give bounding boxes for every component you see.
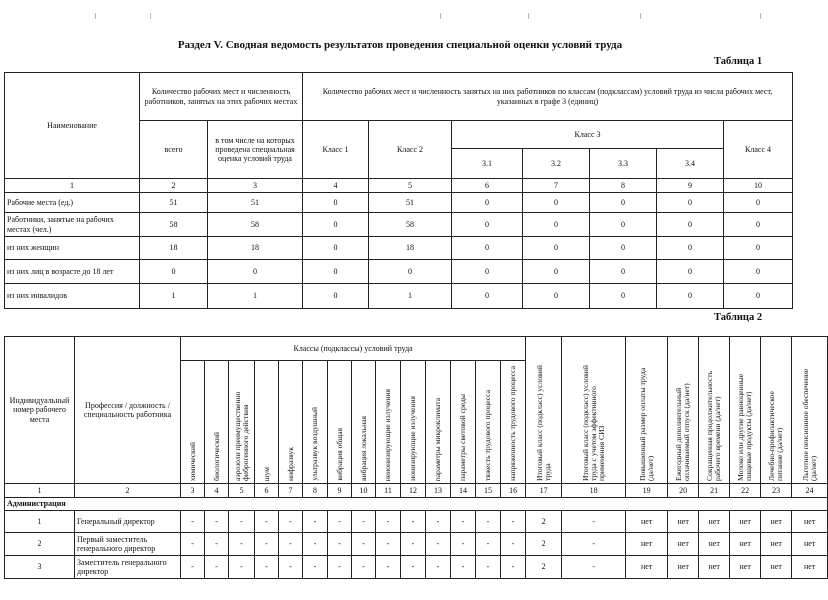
final-class-siz-value: - <box>562 533 626 556</box>
cell-value: 0 <box>140 260 208 284</box>
cell-value: 0 <box>303 284 369 309</box>
factor-value: - <box>205 556 229 579</box>
header-final-class-text: Итоговый класс (подкласс) условий труда <box>534 365 552 481</box>
factor-label: параметры световой среды <box>458 394 468 481</box>
header-class2: Класс 2 <box>369 121 452 179</box>
cell-value: 0 <box>523 284 590 309</box>
column-number: 1 <box>5 179 140 193</box>
cell-value: 18 <box>140 237 208 260</box>
final-class-siz-value: - <box>562 556 626 579</box>
header-factor <box>501 361 526 484</box>
table-row <box>5 284 793 309</box>
factor-value: - <box>229 556 255 579</box>
header-sub33: 3.3 <box>590 149 657 179</box>
pay-value: нет <box>626 511 668 533</box>
row-label: Работники, занятые на рабочих местах (чел.) <box>5 213 140 237</box>
column-number: 4 <box>205 484 229 498</box>
final-class-value: 2 <box>526 556 562 579</box>
factor-value: - <box>376 511 401 533</box>
factor-value: - <box>255 533 279 556</box>
factor-value: - <box>501 511 526 533</box>
header-factor <box>303 361 328 484</box>
section-title: Администрация <box>5 498 828 511</box>
cell-value: 0 <box>657 213 724 237</box>
cell-value: 51 <box>369 193 452 213</box>
column-number: 24 <box>792 484 828 498</box>
column-number: 8 <box>590 179 657 193</box>
factor-value: - <box>205 533 229 556</box>
header-pay-text: Повышенный размер оплаты труда (да/нет) <box>637 367 655 481</box>
short-time-value: нет <box>699 533 730 556</box>
column-number: 8 <box>303 484 328 498</box>
column-number: 14 <box>451 484 476 498</box>
row-label: Рабочие места (ед.) <box>5 193 140 213</box>
factor-value: - <box>501 533 526 556</box>
short-time-value: нет <box>699 511 730 533</box>
table-row <box>5 237 793 260</box>
column-number: 23 <box>761 484 792 498</box>
column-number: 5 <box>369 179 452 193</box>
cell-value: 0 <box>724 284 793 309</box>
factor-value: - <box>426 556 451 579</box>
factor-value: - <box>205 511 229 533</box>
header-factor <box>426 361 451 484</box>
column-number: 6 <box>255 484 279 498</box>
pay-value: нет <box>626 533 668 556</box>
column-number: 18 <box>562 484 626 498</box>
header-class3: Класс 3 <box>452 121 724 149</box>
workplace-table <box>4 336 828 579</box>
cell-value: 0 <box>452 284 523 309</box>
column-number: 1 <box>5 484 75 498</box>
cell-value: 0 <box>657 260 724 284</box>
cell-value: 0 <box>452 237 523 260</box>
cell-value: 0 <box>657 237 724 260</box>
food-value: нет <box>761 511 792 533</box>
factor-label: аэрозоли преимущественно фиброгенного действия <box>232 391 250 481</box>
cell-value: 0 <box>303 260 369 284</box>
header-final-class-siz <box>562 337 626 484</box>
factor-value: - <box>451 556 476 579</box>
column-number: 22 <box>730 484 761 498</box>
header-factor <box>328 361 352 484</box>
column-number: 9 <box>328 484 352 498</box>
factor-value: - <box>303 511 328 533</box>
header-leave <box>668 337 699 484</box>
factor-label: вибрация общая <box>334 428 344 481</box>
factor-value: - <box>476 533 501 556</box>
table1-caption: Таблица 1 <box>714 56 763 67</box>
scan-mark <box>95 13 96 19</box>
factor-value: - <box>501 556 526 579</box>
scan-mark <box>760 13 761 19</box>
header-final-class-siz-text: Итоговый класс (подкласс) условий труда с учетом эффективного применения СИЗ <box>580 365 606 481</box>
column-number: 3 <box>208 179 303 193</box>
factor-label: химический <box>187 441 197 481</box>
column-number: 2 <box>75 484 181 498</box>
table-row <box>5 556 828 579</box>
column-number: 15 <box>476 484 501 498</box>
cell-value: 0 <box>303 193 369 213</box>
column-number-row <box>5 179 793 193</box>
short-time-value: нет <box>699 556 730 579</box>
header-classes-group: Классы (подклассы) условий труда <box>181 337 526 361</box>
cell-value: 0 <box>590 284 657 309</box>
cell-value: 0 <box>208 260 303 284</box>
header-short-time <box>699 337 730 484</box>
cell-value: 0 <box>590 260 657 284</box>
header-count-group: Количество рабочих мест и численность работников, занятых на этих рабочих местах <box>140 73 303 121</box>
cell-value: 0 <box>523 193 590 213</box>
cell-value: 0 <box>590 237 657 260</box>
cell-value: 0 <box>303 213 369 237</box>
cell-value: 0 <box>452 193 523 213</box>
cell-value: 58 <box>140 213 208 237</box>
header-factor <box>279 361 303 484</box>
factor-label: параметры микроклимата <box>433 397 443 481</box>
scan-mark <box>150 13 151 19</box>
cell-value: 0 <box>590 213 657 237</box>
pension-value: нет <box>792 533 828 556</box>
column-number: 20 <box>668 484 699 498</box>
factor-label: биологический <box>211 432 221 481</box>
column-number: 6 <box>452 179 523 193</box>
factor-value: - <box>352 533 376 556</box>
factor-value: - <box>426 533 451 556</box>
header-workplace-no: Индивидуальный номер рабочего места <box>5 337 75 484</box>
leave-value: нет <box>668 556 699 579</box>
factor-label: ионизирующие излучения <box>408 396 418 481</box>
factor-value: - <box>181 556 205 579</box>
header-factor <box>352 361 376 484</box>
factor-value: - <box>426 511 451 533</box>
cell-value: 0 <box>523 213 590 237</box>
header-factor <box>229 361 255 484</box>
cell-value: 0 <box>657 193 724 213</box>
table-row <box>5 511 828 533</box>
cell-value: 0 <box>724 213 793 237</box>
column-number: 19 <box>626 484 668 498</box>
table-row <box>5 193 793 213</box>
factor-label: ультразвук воздушный <box>310 407 320 481</box>
final-class-value: 2 <box>526 511 562 533</box>
cell-value: 0 <box>523 260 590 284</box>
cell-value: 1 <box>140 284 208 309</box>
column-number: 7 <box>279 484 303 498</box>
factor-value: - <box>352 511 376 533</box>
column-number: 3 <box>181 484 205 498</box>
profession-name: Генеральный директор <box>75 511 181 533</box>
cell-value: 1 <box>208 284 303 309</box>
leave-value: нет <box>668 511 699 533</box>
column-number: 17 <box>526 484 562 498</box>
summary-table <box>4 72 793 309</box>
factor-value: - <box>328 533 352 556</box>
header-factor <box>451 361 476 484</box>
cell-value: 0 <box>724 237 793 260</box>
factor-value: - <box>229 511 255 533</box>
column-number-row <box>5 484 828 498</box>
cell-value: 0 <box>303 237 369 260</box>
cell-value: 0 <box>452 260 523 284</box>
final-class-value: 2 <box>526 533 562 556</box>
column-number: 13 <box>426 484 451 498</box>
profession-name: Первый заместитель генерального директор <box>75 533 181 556</box>
header-factor <box>205 361 229 484</box>
header-factor <box>376 361 401 484</box>
column-number: 16 <box>501 484 526 498</box>
factor-value: - <box>401 533 426 556</box>
scan-mark <box>440 13 441 19</box>
factor-value: - <box>303 556 328 579</box>
header-assessed: в том числе на которых проведена специальная оценка условий труда <box>208 121 303 179</box>
factor-value: - <box>255 556 279 579</box>
factor-value: - <box>279 511 303 533</box>
food-value: нет <box>761 533 792 556</box>
header-final-class <box>526 337 562 484</box>
factor-value: - <box>376 533 401 556</box>
column-number: 12 <box>401 484 426 498</box>
header-profession: Профессия / должность / специальность работника <box>75 337 181 484</box>
column-number: 9 <box>657 179 724 193</box>
page-title: Раздел V. Сводная ведомость результатов проведения специальной оценки условий труда <box>177 39 623 51</box>
factor-value: - <box>451 533 476 556</box>
header-pay <box>626 337 668 484</box>
pay-value: нет <box>626 556 668 579</box>
factor-label: вибрация локальная <box>358 416 368 481</box>
workplace-number: 1 <box>5 511 75 533</box>
column-number: 10 <box>724 179 793 193</box>
factor-label: напряженность трудового процесса <box>508 366 518 481</box>
header-sub34: 3.4 <box>657 149 724 179</box>
header-milk-text: Молоко или другие равноценные пищевые продукты (да/нет) <box>736 373 754 481</box>
workplace-number: 2 <box>5 533 75 556</box>
factor-value: - <box>352 556 376 579</box>
section-row <box>5 498 828 511</box>
cell-value: 58 <box>369 213 452 237</box>
pension-value: нет <box>792 556 828 579</box>
header-total: всего <box>140 121 208 179</box>
header-classes-group: Количество рабочих мест и численность занятых на них работников по классам (подклассам) условий труда из числа рабочих мест, указанных в графе 3 (единиц) <box>303 73 793 121</box>
factor-value: - <box>476 556 501 579</box>
header-food <box>761 337 792 484</box>
table-row <box>5 260 793 284</box>
factor-value: - <box>476 511 501 533</box>
factor-value: - <box>229 533 255 556</box>
scan-mark <box>640 13 641 19</box>
cell-value: 1 <box>369 284 452 309</box>
header-leave-text: Ежегодный дополнительный оплачиваемый отпуск (да/нет) <box>674 383 692 481</box>
final-class-siz-value: - <box>562 511 626 533</box>
row-label: из них женщин <box>5 237 140 260</box>
header-food-text: Лечебно-профилактическое питание (да/нет) <box>767 391 785 481</box>
profession-name: Заместитель генерального директор <box>75 556 181 579</box>
workplace-number: 3 <box>5 556 75 579</box>
factor-value: - <box>376 556 401 579</box>
cell-value: 0 <box>724 260 793 284</box>
factor-value: - <box>181 511 205 533</box>
header-sub32: 3.2 <box>523 149 590 179</box>
factor-value: - <box>255 511 279 533</box>
food-value: нет <box>761 556 792 579</box>
cell-value: 0 <box>452 213 523 237</box>
column-number: 5 <box>229 484 255 498</box>
cell-value: 18 <box>369 237 452 260</box>
cell-value: 51 <box>140 193 208 213</box>
factor-value: - <box>328 556 352 579</box>
factor-label: тяжесть трудового процесса <box>483 390 493 481</box>
cell-value: 58 <box>208 213 303 237</box>
factor-value: - <box>328 511 352 533</box>
factor-value: - <box>303 533 328 556</box>
cell-value: 0 <box>523 237 590 260</box>
column-number: 7 <box>523 179 590 193</box>
cell-value: 0 <box>724 193 793 213</box>
factor-label: шум <box>261 466 271 481</box>
factor-value: - <box>401 556 426 579</box>
table-row <box>5 533 828 556</box>
header-class4: Класс 4 <box>724 121 793 179</box>
cell-value: 18 <box>208 237 303 260</box>
leave-value: нет <box>668 533 699 556</box>
milk-value: нет <box>730 556 761 579</box>
column-number: 4 <box>303 179 369 193</box>
factor-value: - <box>181 533 205 556</box>
scan-mark <box>528 13 529 19</box>
header-class1: Класс 1 <box>303 121 369 179</box>
table-row <box>5 213 793 237</box>
cell-value: 0 <box>590 193 657 213</box>
milk-value: нет <box>730 511 761 533</box>
header-factor <box>181 361 205 484</box>
column-number: 21 <box>699 484 730 498</box>
factor-value: - <box>279 556 303 579</box>
cell-value: 0 <box>369 260 452 284</box>
column-number: 2 <box>140 179 208 193</box>
column-number: 10 <box>352 484 376 498</box>
cell-value: 51 <box>208 193 303 213</box>
header-milk <box>730 337 761 484</box>
pension-value: нет <box>792 511 828 533</box>
row-label: из них инвалидов <box>5 284 140 309</box>
factor-label: инфразвук <box>285 446 295 481</box>
header-pension-text: Льготное пенсионное обеспечение (да/нет) <box>800 368 818 481</box>
header-factor <box>401 361 426 484</box>
column-number: 11 <box>376 484 401 498</box>
factor-label: неионизирующие излучения <box>383 388 393 481</box>
factor-value: - <box>451 511 476 533</box>
header-sub31: 3.1 <box>452 149 523 179</box>
header-short-time-text: Сокращенная продолжительность рабочего времени (да/нет) <box>705 370 723 481</box>
milk-value: нет <box>730 533 761 556</box>
factor-value: - <box>279 533 303 556</box>
header-name: Наименование <box>5 73 140 179</box>
factor-value: - <box>401 511 426 533</box>
header-factor <box>255 361 279 484</box>
cell-value: 0 <box>657 284 724 309</box>
header-pension <box>792 337 828 484</box>
table2-caption: Таблица 2 <box>714 312 763 323</box>
header-factor <box>476 361 501 484</box>
row-label: из них лиц в возрасте до 18 лет <box>5 260 140 284</box>
